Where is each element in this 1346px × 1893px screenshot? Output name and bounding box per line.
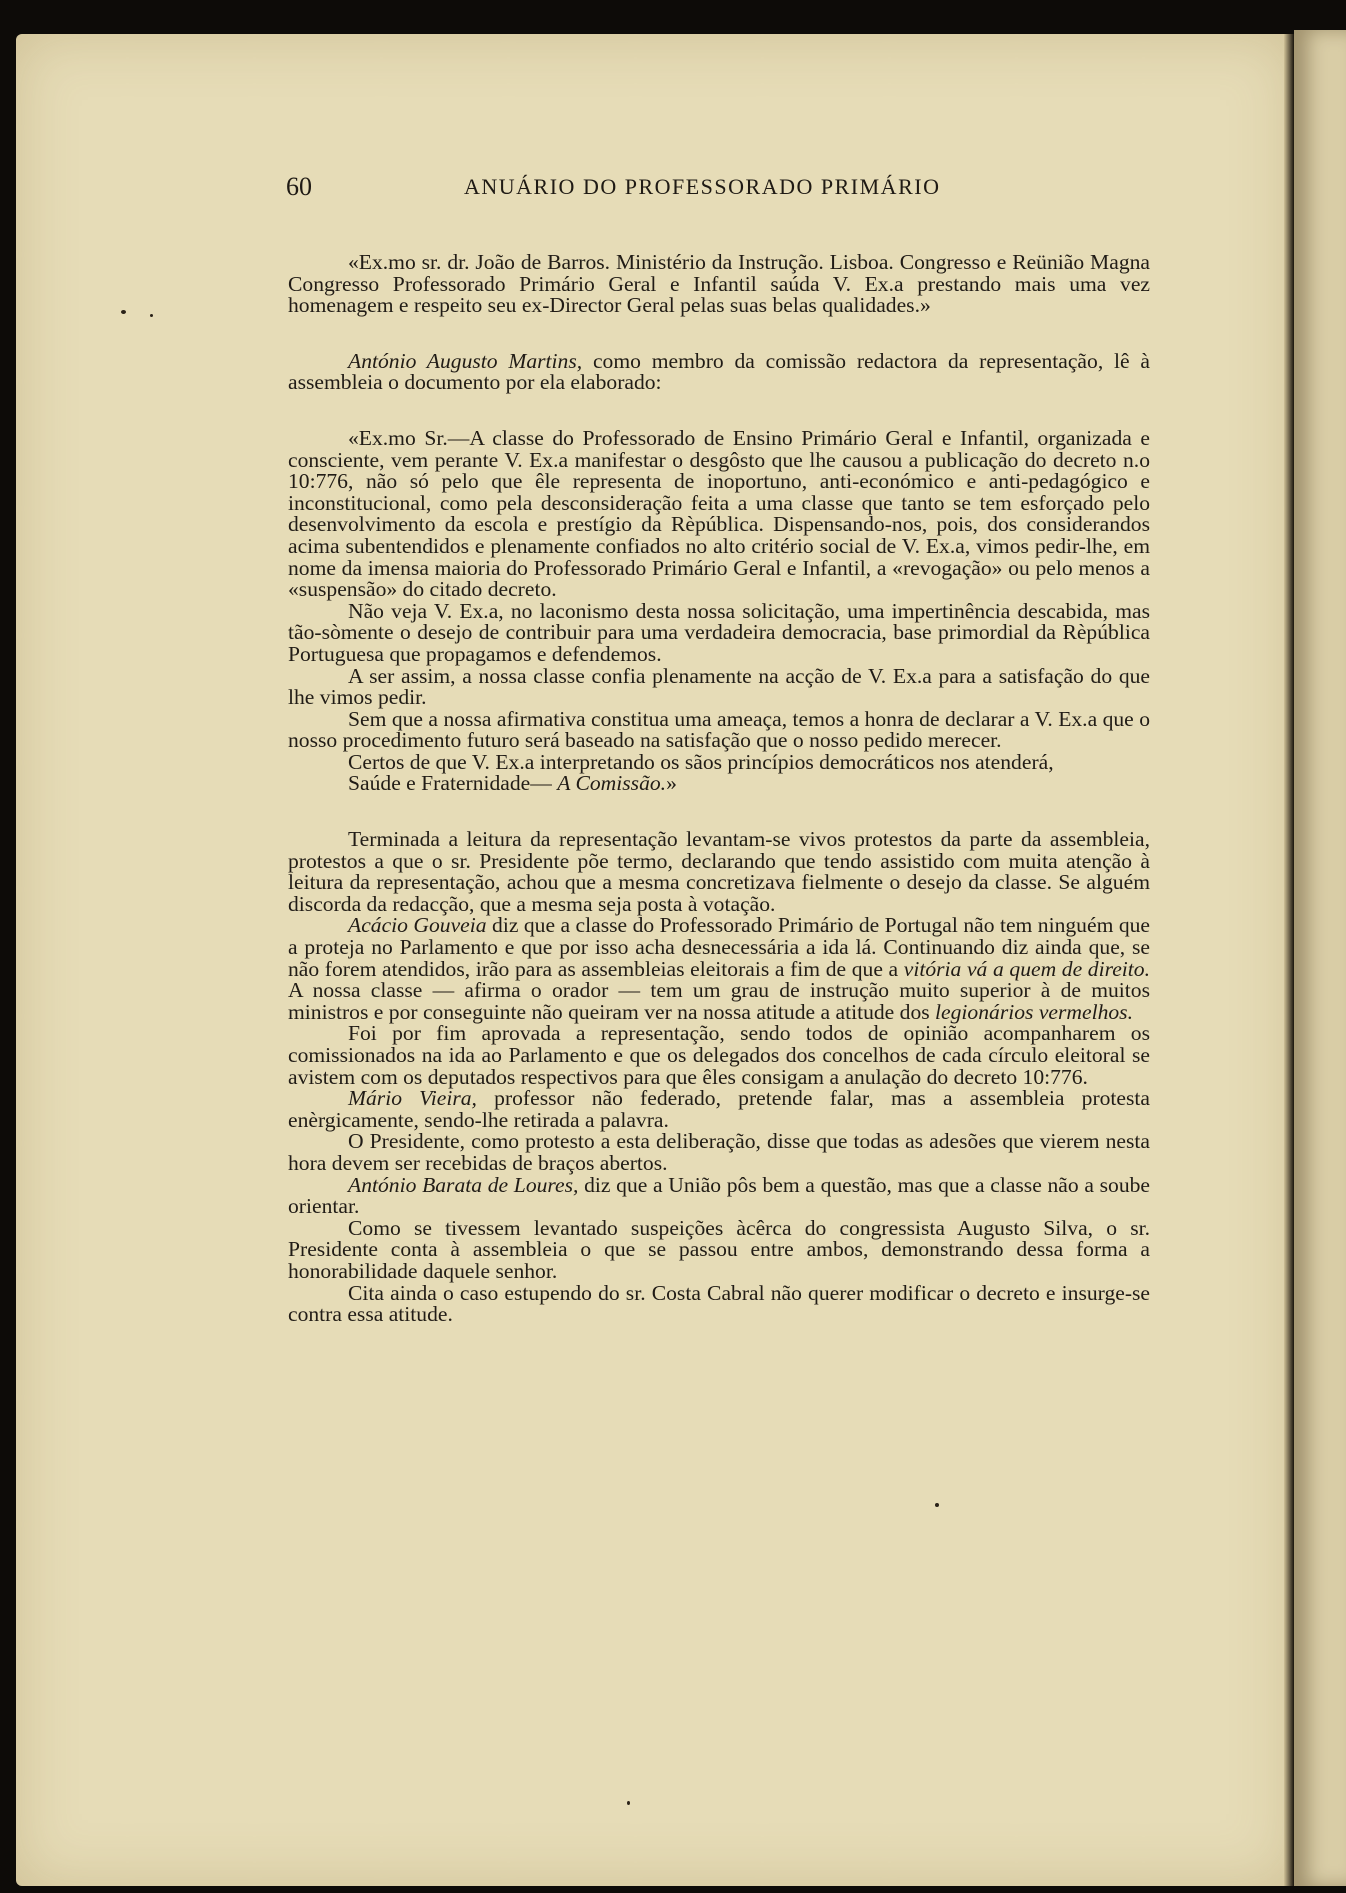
paragraph-cabral: Cita ainda o caso estupendo do sr. Costa Cabral não querer modificar o decreto e insurge-se contra essa atitude. — [288, 1280, 1150, 1327]
paper-speck — [121, 310, 126, 314]
signoff-end: » — [666, 771, 677, 796]
page-number: 60 — [286, 172, 312, 201]
paper-speck — [935, 1503, 939, 1507]
speaker-name: Mário Vieira, — [348, 1086, 477, 1111]
paragraph-martins — [288, 348, 1150, 395]
paper-speck — [150, 314, 153, 317]
adjacent-page-edge — [1294, 30, 1346, 1886]
paragraph-representation: «Ex.mo Sr.—A classe do Professorado de Ensino Primário Geral e Infantil, organizada e consciente, vem perante V. Ex.a manifestar o desgôsto que lhe causou a publicação do decreto n.o 10:776, não só pelo que êle representa de inoportuno, anti-económico e anti-pedagógico e inconstitucional, como pela desconsideração feita a uma classe que tanto se tem esforçado pelo desenvolvimento da escola e prestígio da Rèpública. Dispensando-nos, pois, dos considerandos acima subentendidos e plenamente confiados no alto critério social de V. Ex.a, vimos pedir-lhe, em nome da imensa maioria do Professorado Primário Geral e Infantil, a «revogação» ou pelo menos a «suspensão» do citado decreto. — [288, 425, 1150, 602]
paper-speck — [627, 1801, 630, 1805]
paragraph-gouveia — [288, 915, 1150, 1023]
running-title: ANUÁRIO DO PROFESSORADO PRIMÁRIO — [464, 174, 941, 199]
paragraph-telegram: «Ex.mo sr. dr. João de Barros. Ministério da Instrução. Lisboa. Congresso e Reünião Magna Congresso Professorado Primário Geral e Infantil saúda V. Ex.a prestando mais uma vez homenagem e respeito seu ex-Director Geral pelas suas belas qualidades.» — [288, 250, 1150, 318]
body-text — [288, 252, 1150, 1326]
paragraph-representation-4: Sem que a nossa afirmativa constitua uma ameaça, temos a honra de declarar a V. Ex.a que o nosso procedimento futuro será baseado na satisfação que o nosso pedido merecer. — [288, 706, 1150, 753]
page-gutter — [1284, 34, 1294, 1886]
speaker-name: Acácio Gouveia — [348, 913, 487, 938]
paragraph-text: diz que a União pôs bem a questão, mas que a classe não a soube orientar. — [288, 1172, 1150, 1219]
paragraph-representation-2: Não veja V. Ex.a, no laconismo desta nossa solicitação, uma impertinência descabida, mas tão-sòmente o desejo de contribuir para uma verdadeira democracia, base primordial da Rèpública Portuguesa que propagamos e defendemos. — [288, 598, 1150, 666]
paragraph-text: professor não federado, pretende falar, mas a assembleia protesta enèrgicamente, sendo-lhe retirada a palavra. — [288, 1086, 1151, 1132]
paragraph-approval: Foi por fim aprovada a representação, sendo todos de opinião acompanharem os comissionados na ida ao Parlamento e que os delegados dos concelhos de cada círculo eleitoral se avistem com os deputados respectivos para que êles consigam a anulação do decreto 10:776. — [288, 1021, 1150, 1089]
paragraph-representation-3: A ser assim, a nossa classe confia plenamente na acção de V. Ex.a para a satisfação do que lhe vimos pedir. — [288, 663, 1150, 710]
paragraph-reading-ended: Terminada a leitura da representação levantam-se vivos protestos da parte da assembleia, protestos a que o sr. Presidente põe termo, declarando que tendo assistido com muita atenção à leitura da representação, achou que a mesma concretizava fielmente o desejo da classe. Se alguém discorda da redacção, que a mesma seja posta à votação. — [288, 827, 1150, 916]
speaker-name: António Barata de Loures, — [348, 1172, 579, 1197]
quoted-phrase: vitória vá a quem de direito. — [903, 956, 1150, 981]
speaker-name: António Augusto Martins, — [348, 348, 583, 373]
paragraph-silva: Como se tivessem levantado suspeições àcêrca do congressista Augusto Silva, o sr. Presidente conta à assembleia o que se passou entre ambos, demonstrando dessa forma a honorabilidade daquele senhor. — [288, 1215, 1150, 1283]
paragraph-vieira — [288, 1088, 1150, 1131]
quoted-phrase: legionários vermelhos. — [935, 999, 1133, 1024]
paragraph-text: A nossa classe — afirma o orador — tem um grau de instrução muito superior à de muitos ministros e por conseguinte não queiram ver na nossa atitude a atitude dos — [288, 978, 1150, 1024]
page-header — [286, 172, 1150, 206]
signoff-text: Saúde e Fraternidade— — [348, 771, 558, 796]
paragraph-signoff — [288, 773, 1150, 795]
paragraph-text: diz que a classe do Professorado Primário de Portugal não tem ninguém que a proteja no Parlamento e que por isso acha desnecessária a ida lá. Continuando diz ainda que, se não forem atendidos, irão para as assembleias eleitorais a fim de que a — [288, 913, 1150, 981]
signoff-signature: A Comissão. — [557, 771, 667, 796]
paragraph-representation-5: Certos de que V. Ex.a interpretando os sãos princípios democráticos nos atenderá, — [348, 749, 1054, 774]
paragraph-text: como membro da comissão redactora da representação, lê à assembleia o documento por ela elaborado: — [288, 348, 1150, 395]
paragraph-president: O Presidente, como protesto a esta deliberação, disse que todas as adesões que vierem nesta hora devem ser recebidas de braços abertos. — [288, 1129, 1150, 1175]
paragraph-barata — [288, 1172, 1150, 1219]
